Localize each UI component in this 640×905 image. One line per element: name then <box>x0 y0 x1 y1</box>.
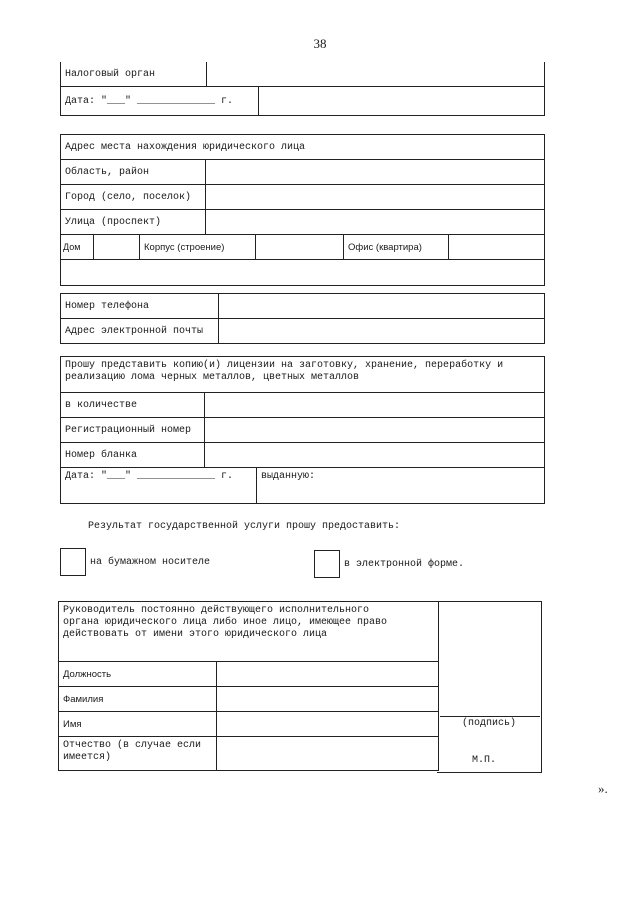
paper-label: на бумажном носителе <box>90 557 211 568</box>
issued-label: выданную: <box>257 468 545 504</box>
street-field[interactable] <box>206 210 545 235</box>
surname-label: Фамилия <box>59 687 217 712</box>
tax-date-label: Дата: "___" _____________ г. <box>61 87 259 116</box>
tax-date-field[interactable] <box>259 87 545 116</box>
reg-number-label: Регистрационный номер <box>61 418 205 443</box>
office-field[interactable] <box>449 235 545 260</box>
license-date-label: Дата: "___" _____________ г. <box>61 468 257 504</box>
address-title: Адрес места нахождения юридического лица <box>61 135 545 160</box>
office-label: Офис (квартира) <box>344 235 449 260</box>
signature-box <box>437 601 542 773</box>
house-label: Дом <box>61 235 94 260</box>
phone-field[interactable] <box>219 294 545 319</box>
phone-label: Номер телефона <box>61 294 219 319</box>
street-label: Улица (проспект) <box>61 210 206 235</box>
paper-checkbox[interactable] <box>60 548 86 576</box>
tax-authority-field[interactable] <box>207 62 545 87</box>
region-label: Область, район <box>61 160 206 185</box>
contacts-table <box>60 293 545 344</box>
closing-mark: ». <box>598 781 608 796</box>
house-field[interactable] <box>94 235 140 260</box>
signer-table <box>58 601 439 771</box>
address-table <box>60 134 545 286</box>
signer-head-text: Руководитель постоянно действующего исполнительного органа юридического лица либо иное лицо, имеющее право действовать от имени этого юридического лица <box>59 602 439 662</box>
region-field[interactable] <box>206 160 545 185</box>
city-field[interactable] <box>206 185 545 210</box>
electronic-label: в электронной форме. <box>344 559 465 570</box>
city-label: Город (село, поселок) <box>61 185 206 210</box>
electronic-checkbox[interactable] <box>314 550 340 578</box>
address-extra-field[interactable] <box>61 260 545 286</box>
result-prompt: Результат государственной услуги прошу предоставить: <box>88 521 401 532</box>
stamp-label: М.П. <box>472 755 497 766</box>
signature-label: (подпись) <box>462 718 517 729</box>
patronymic-field[interactable] <box>217 737 439 771</box>
email-field[interactable] <box>219 319 545 344</box>
form-number-field[interactable] <box>205 443 545 468</box>
form-number-label: Номер бланка <box>61 443 205 468</box>
tax-authority-table <box>60 62 545 116</box>
building-label: Корпус (строение) <box>140 235 256 260</box>
name-field[interactable] <box>217 712 439 737</box>
license-table <box>60 356 545 504</box>
patronymic-label: Отчество (в случае если имеется) <box>59 737 217 771</box>
position-label: Должность <box>59 662 217 687</box>
building-field[interactable] <box>256 235 344 260</box>
name-label: Имя <box>59 712 217 737</box>
reg-number-field[interactable] <box>205 418 545 443</box>
tax-authority-label: Налоговый орган <box>61 62 207 87</box>
email-label: Адрес электронной почты <box>61 319 219 344</box>
surname-field[interactable] <box>217 687 439 712</box>
page-number: 38 <box>313 36 327 51</box>
quantity-field[interactable] <box>205 393 545 418</box>
quantity-label: в количестве <box>61 393 205 418</box>
signature-line[interactable] <box>440 716 540 717</box>
position-field[interactable] <box>217 662 439 687</box>
license-request-text: Прошу представить копию(и) лицензии на заготовку, хранение, переработку и реализацию лома черных металлов, цветных металлов <box>61 357 545 393</box>
